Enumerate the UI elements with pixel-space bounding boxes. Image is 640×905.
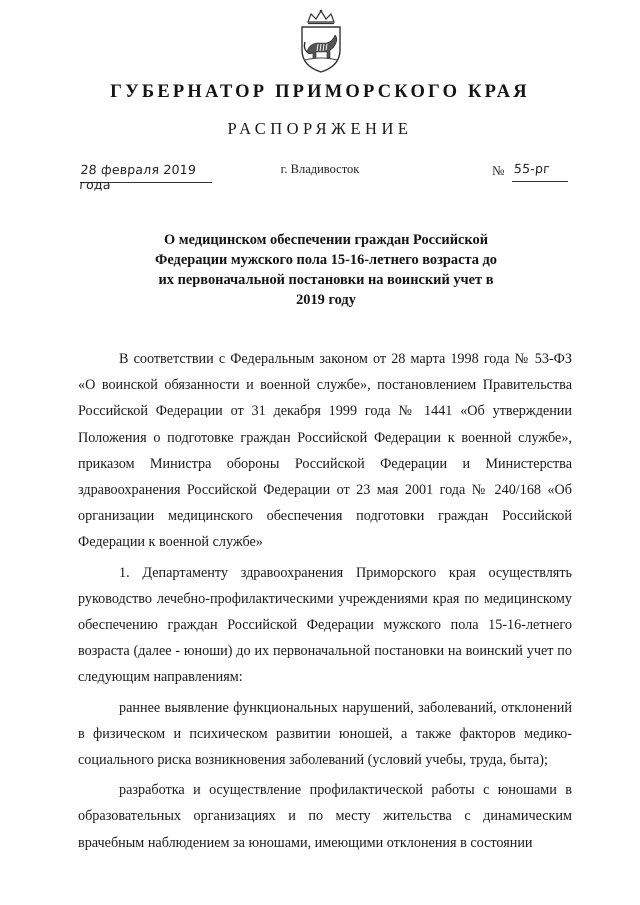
document-city: г. Владивосток [280,162,360,176]
document-type: РАСПОРЯЖЕНИЕ [227,119,413,138]
document-body [78,346,572,860]
issuing-authority: ГУБЕРНАТОР ПРИМОРСКОГО КРАЯ [110,82,530,102]
number-field [492,160,582,182]
primorsky-krai-coat-of-arms-icon [296,8,346,74]
clause-paragraph: раннее выявление функциональных нарушений, заболеваний, отклонений в физическом и психическом развитии юношей, а также факторов медико-социального риска возникновения заболеваний (условий учебы, труда, быта); [78,699,572,769]
number-underline [512,181,568,182]
clause-paragraph: 1. Департаменту здравоохранения Приморского края осуществлять руководство лечебно-профилактическими учреждениями края по медицинскому обеспечению граждан Российской Федерации мужского пола 15-16-летнего возраста (далее - юноши) до их первоначальной постановки на воинский учет по следующим направлениям: [78,564,572,686]
number-sign: № [492,163,505,178]
document-title: О медицинском обеспечении граждан Российской Федерации мужского пола 15-16-летнего возраста до их первоначальной постановки на воинский учет в 2019 году [155,232,497,308]
document-date: 28 февраля 2019 года [78,162,197,192]
document-number: 55-рг [513,161,551,176]
preamble-paragraph: В соответствии с Федеральным законом от 28 марта 1998 года № 53-ФЗ «О воинской обязанности и военной службе», постановлением Правительства Российской Федерации от 31 декабря 1999 года № 1441 «Об утверждении Положения о подготовке граждан Российской Федерации к военной службе», приказом Министра обороны Российской Федерации и Министерства здравоохранения Российской Федерации от 23 мая 2001 года № 240/168 «Об организации медицинского обеспечения подготовки граждан Российской Федерации к военной службе» [78,351,572,551]
clause-paragraph: разработка и осуществление профилактической работы с юношами в образовательных организациях и по месту жительства с динамическим врачебным наблюдением за юношами, имеющими отклонения в состоянии [78,782,572,851]
